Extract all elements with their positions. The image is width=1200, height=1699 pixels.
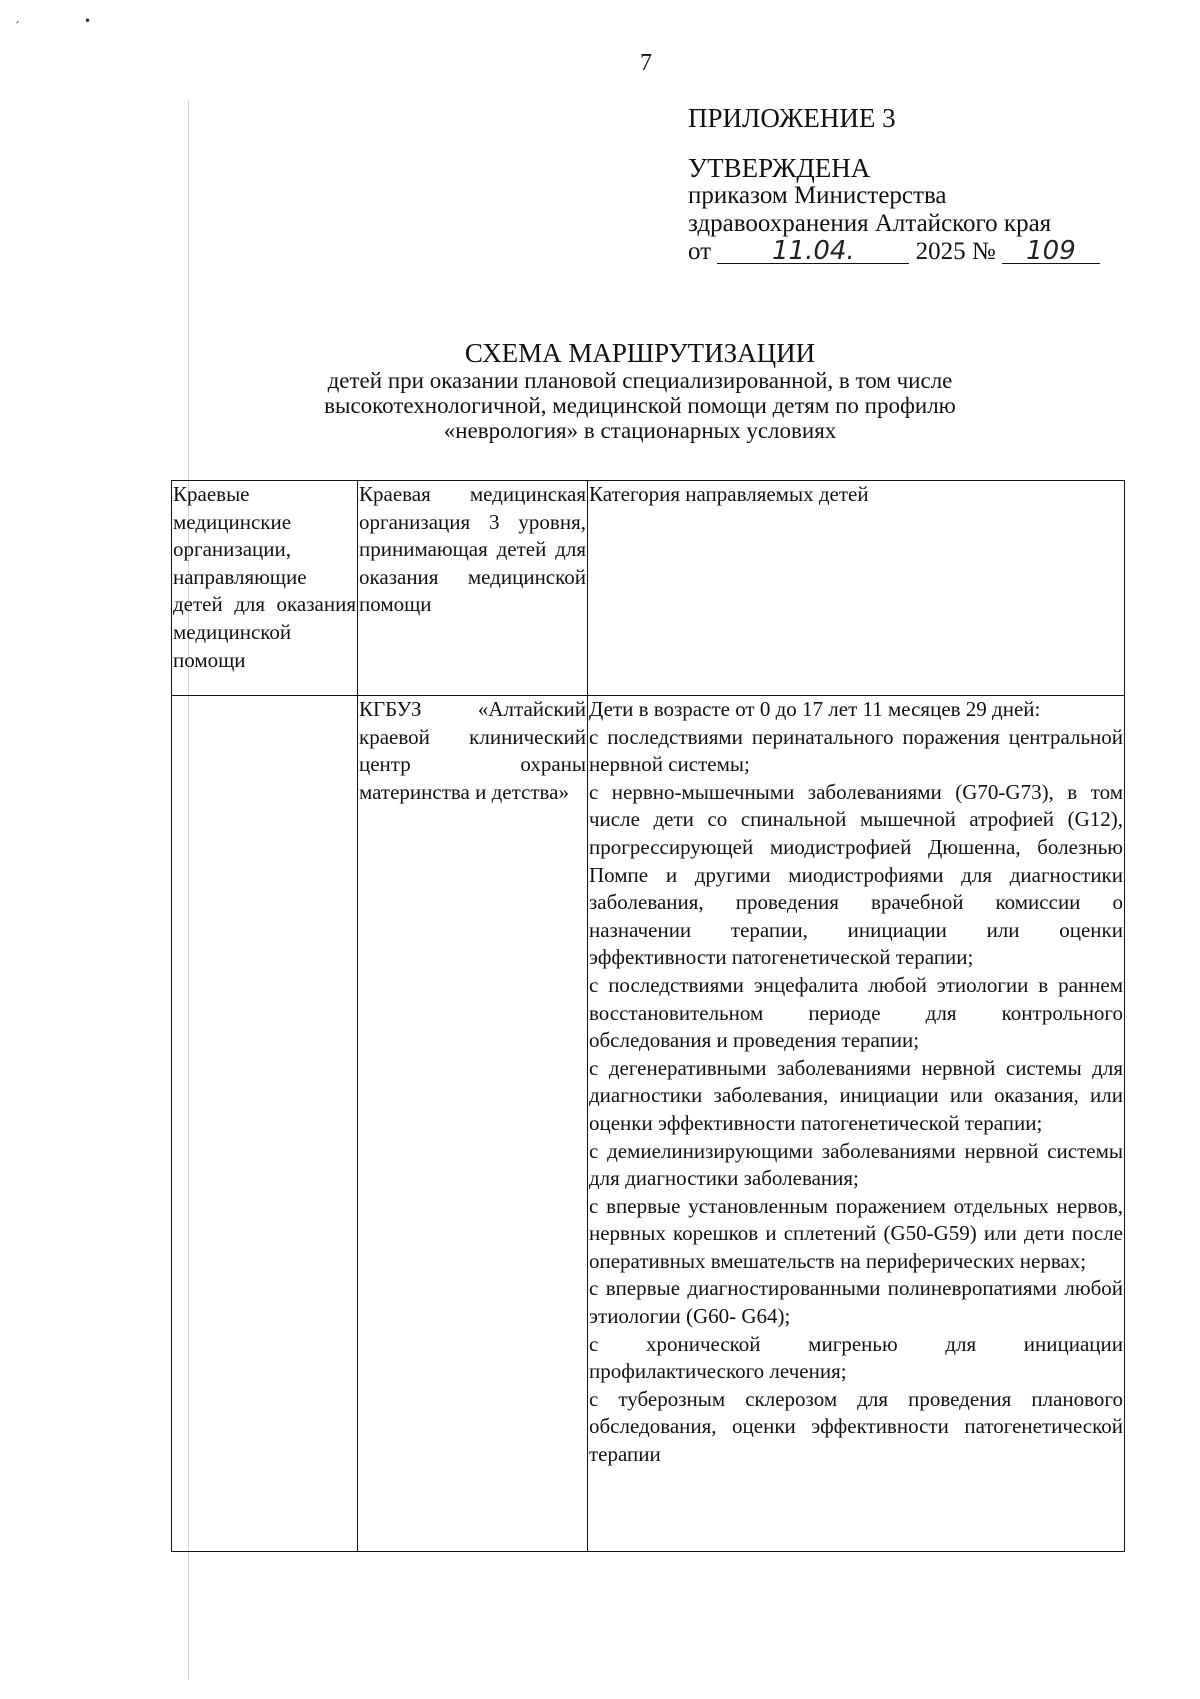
header-referring-organizations: Краевые медицинские организации, направляющие детей для оказания медицинской помощи (172, 481, 358, 696)
order-date-line (688, 238, 1128, 266)
cell-patient-categories (588, 696, 1125, 1552)
title-sub-line-1: детей при оказании плановой специализированной, в том числе (327, 368, 953, 393)
ministry-line: здравоохранения Алтайского края (688, 210, 1052, 237)
category-item: с туберозным склерозом для проведения планового обследования, оценки эффективности патогенетической терапии (589, 1386, 1123, 1467)
title-main: СХЕМА МАРШРУТИЗАЦИИ (464, 338, 816, 368)
header-receiving-organization: Краевая медицинская организация 3 уровня, принимающая детей для оказания медицинской помощи (358, 481, 588, 696)
category-item: с впервые диагностированными полиневропатиями любой этиологии (G60- G64); (589, 1276, 1123, 1329)
category-item: с впервые установленным поражением отдельных нервов, нервных корешков и сплетений (G50-G59) или дети после оперативных вмешательств на периферических нервах; (589, 1193, 1123, 1273)
approval-block (688, 104, 1128, 266)
handwritten-date: 11.04. (717, 239, 909, 264)
title-sub-line-3: «неврология» в стационарных условиях (443, 418, 837, 443)
cell-receiving-organization: КГБУЗ «Алтайский краевой клинический центр охраны материнства и детства» (358, 696, 588, 1552)
category-item: с демиелинизирующими заболеваниями нервной системы для диагностики заболевания; (589, 1138, 1123, 1191)
by-order-line: приказом Министерства (688, 182, 947, 209)
document-title (230, 338, 1050, 443)
category-item: с дегенеративными заболеваниями нервной системы для диагностики заболевания, инициации или оказания, или оценки эффективности патогенетической терапии; (589, 1055, 1123, 1135)
routing-table (171, 480, 1125, 1552)
year-number-label: 2025 № (915, 238, 996, 265)
handwritten-order-number: 109 (1002, 239, 1100, 264)
category-item: с нервно-мышечными заболеваниями (G70-G73), в том числе дети со спинальной мышечной атрофией (G12), прогрессирующей миодистрофией Дюшенна, болезнью Помпе и другими миодистрофиями для диагностики заболевания, проведения врачебной комиссии о назначении терапии, инициации или оценки эффективности патогенетической терапии; (589, 779, 1123, 970)
approved-label: УТВЕРЖДЕНА (688, 153, 871, 183)
table-header-row (172, 481, 1125, 696)
appendix-label: ПРИЛОЖЕНИЕ 3 (688, 103, 896, 133)
cell-referring-organizations (172, 696, 358, 1552)
scan-speck: • (84, 14, 92, 28)
title-sub-line-2: высокотехнологичной, медицинской помощи детям по профилю (324, 393, 956, 418)
category-item: Дети в возрасте от 0 до 17 лет 11 месяцев 29 дней: (589, 697, 1041, 721)
scan-speck: ˊ (14, 20, 20, 34)
table-row (172, 696, 1125, 1552)
from-label: от (688, 238, 712, 265)
category-item: с последствиями энцефалита любой этиологии в раннем восстановительном периоде для контрольного обследования и проведения терапии; (589, 972, 1123, 1053)
page-number: 7 (640, 50, 652, 76)
category-item: с хронической мигренью для инициации профилактического лечения; (589, 1331, 1123, 1384)
category-item: с последствиями перинатального поражения центральной нервной системы; (589, 724, 1123, 777)
header-patient-category: Категория направляемых детей (588, 481, 1125, 696)
